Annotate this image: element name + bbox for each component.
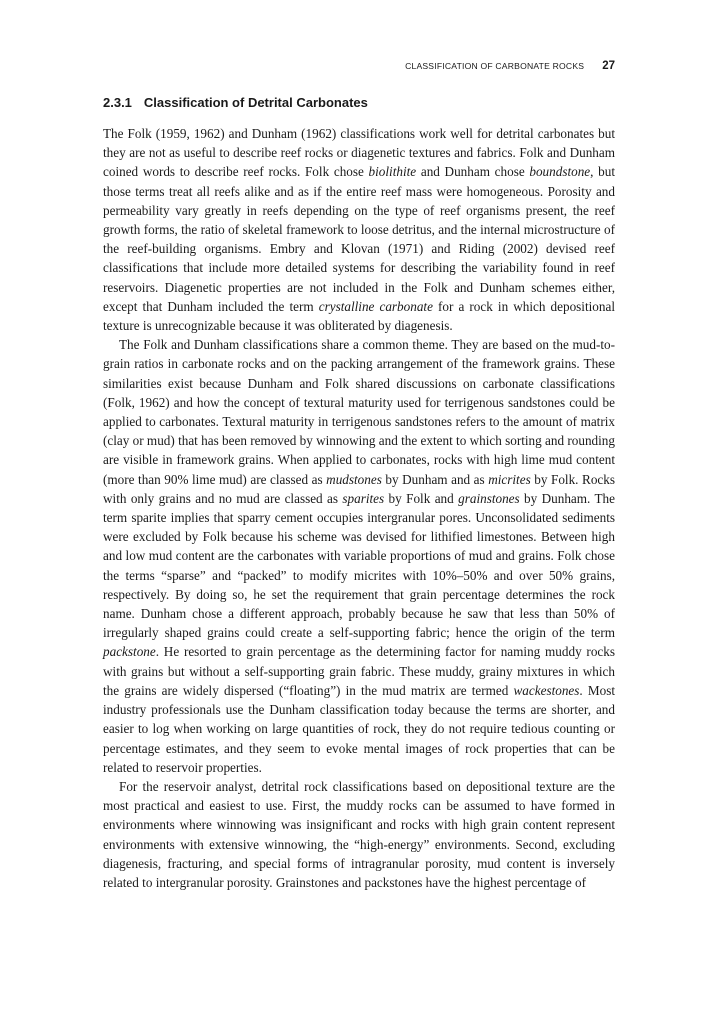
body-text bbox=[103, 124, 615, 892]
paragraph-2 bbox=[103, 335, 615, 777]
text-run: For the reservoir analyst, detrital rock classifications based on depositional texture are the most practical and easiest to use. First, the muddy rocks can be assumed to have formed in environments where winnowing was insignificant and rocks with high grain content represent environments with extensive winnowing, the “high-energy” environments. Second, excluding diagenesis, fracturing, and special forms of intragranular porosity, mud content is inversely related to intergranular porosity. Grainstones and packstones have the highest percentage of bbox=[103, 778, 615, 890]
term-boundstone: boundstone bbox=[529, 164, 591, 180]
text-run: by Folk. Rocks with only grains and no mud are classed as bbox=[103, 471, 615, 506]
term-micrites: micrites bbox=[488, 471, 531, 487]
section-number: 2.3.1 bbox=[103, 95, 132, 110]
text-run: for a rock in which depositional texture is unrecognizable because it was obliterated by diagenesis. bbox=[103, 298, 615, 334]
term-grainstones: grainstones bbox=[458, 490, 520, 506]
text-run: The Folk and Dunham classifications share a common theme. They are based on the mud-to-grain ratios in carbonate rocks and on the packing arrangement of the framework grains. These similarities exist because Dunham and Folk shared discussions on carbonate classifications (Folk, 1962) and how the concept of textural maturity used for terrigenous sandstones could be applied to carbonates. Textural maturity in terrigenous sandstones refers to the amount of matrix (clay or mud) that has been removed by winnowing and the extent to which sorting and rounding are visible in framework grains. When applied to carbonates, rocks with high lime mud content (more than 90% lime mud) are classed as bbox=[103, 337, 615, 487]
text-run: and Dunham chose bbox=[416, 164, 530, 180]
page-number: 27 bbox=[602, 60, 615, 72]
term-mudstones: mudstones bbox=[326, 471, 382, 487]
text-run: . He resorted to grain percentage as the determining factor for naming muddy rocks with grains but without a self-supporting grain fabric. These muddy, grainy mixtures in which the grains are widely dispersed (“floating”) in the mud matrix are termed bbox=[103, 644, 615, 698]
text-run: The Folk (1959, 1962) and Dunham (1962) classifications work well for detrital carbonates but they are not as useful to describe reef rocks or diagenetic textures and fabrics. Folk and Dunham coined words to describe reef rocks. Folk chose bbox=[103, 126, 615, 180]
term-crystalline-carbonate: crystalline carbonate bbox=[318, 298, 433, 314]
term-sparites: sparites bbox=[342, 490, 385, 506]
paragraph-3 bbox=[103, 777, 615, 892]
text-run: , but those terms treat all reefs alike and as if the entire reef mass were homogeneous. Porosity and permeability vary greatly in reefs depending on the type of reef organisms present, the reef growth forms, the ratio of skeletal framework to loose detritus, and the internal microstructure of the reef-building organisms. Embry and Klovan (1971) and Riding (2002) devised reef classifications that include more detailed systems for describing the variability found in reef reservoirs. Diagenetic properties are not included in the Folk and Dunham schemes either, except that Dunham included the term bbox=[103, 164, 615, 314]
running-title: CLASSIFICATION OF CARBONATE ROCKS bbox=[405, 61, 585, 71]
section-title: Classification of Detrital Carbonates bbox=[143, 95, 368, 110]
text-run: by Dunham and as bbox=[381, 471, 489, 487]
running-header bbox=[405, 60, 615, 72]
paragraph-1 bbox=[103, 124, 615, 335]
term-wackestones: wackestones bbox=[513, 682, 580, 698]
section-heading bbox=[103, 95, 368, 110]
text-run: by Dunham. The term sparite implies that sparry cement occupies intergranular pores. Unconsolidated sediments were excluded by Folk because his scheme was devised for lithified limestones. Between high and low mud content are the carbonates with variable proportions of mud and grains. Folk chose the terms “sparse” and “packed” to modify micrites with 10%–50% and over 50% grains, respectively. By doing so, he set the requirement that grain percentage determines the rock name. Dunham chose a different approach, probably because he saw that less than 50% of irregularly shaped grains could create a self-supporting fabric; hence the origin of the term bbox=[103, 490, 615, 641]
text-run: by Folk and bbox=[384, 490, 459, 506]
book-page bbox=[103, 0, 615, 1024]
text-run: . Most industry professionals use the Dunham classification today because the terms are shorter, and easier to log when working on large quantities of rock, they do not require tedious counting or percentage estimates, and they seem to evoke mental images of rock properties that can be related to reservoir properties. bbox=[103, 682, 615, 775]
term-packstone: packstone bbox=[103, 644, 156, 660]
term-biolithite: biolithite bbox=[368, 164, 417, 180]
